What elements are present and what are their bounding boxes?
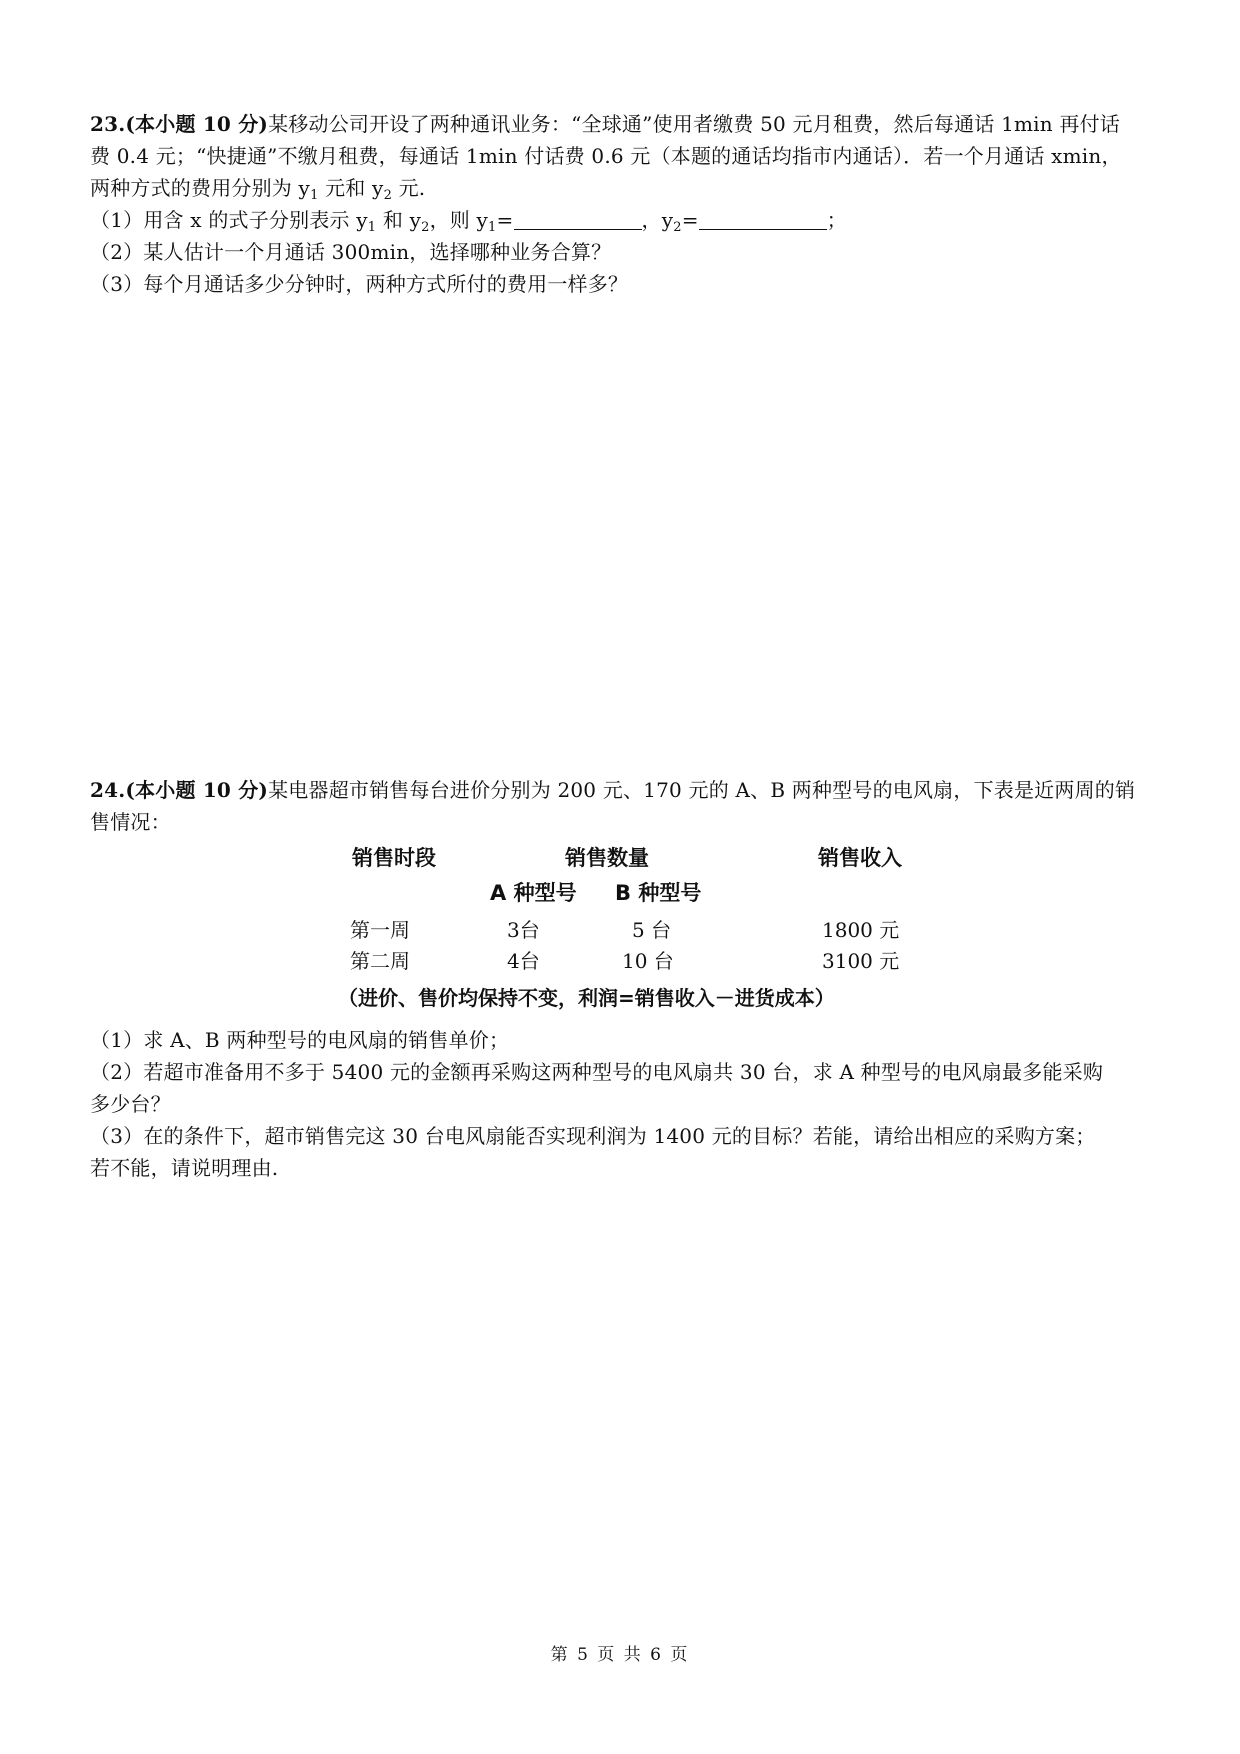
q23-line-1: 23.(本小题 10 分)某移动公司开设了两种通讯业务：“全球通”使用者缴费 50 元月租费，然后每通话 1min 再付话 [90,112,1120,136]
row1-type-b: 5 台 [632,918,672,942]
q24-part-3a: （3）在的条件下，超市销售完这 30 台电风扇能否实现利润为 1400 元的目标？若能，请给出相应的采购方案； [90,1124,1096,1148]
q24-part-1: （1）求 A、B 两种型号的电风扇的销售单价； [90,1028,510,1052]
answer-blank-y1[interactable] [514,209,642,230]
header-sales-income: 销售收入 [818,846,902,870]
q24-part-2b: 多少台？ [90,1092,171,1116]
sales-table [300,842,940,1022]
row1-period: 第一周 [350,918,410,942]
q24-part-3b: 若不能，请说明理由. [90,1156,279,1180]
q24-line-2: 售情况： [90,810,171,834]
q23-part-2: （2）某人估计一个月通话 300min，选择哪种业务合算？ [90,240,612,264]
header-type-a: A 种型号 [490,881,577,905]
q24-line-1: 24.(本小题 10 分)某电器超市销售每台进价分别为 200 元、170 元的 A、B 两种型号的电风扇，下表是近两周的销 [90,778,1136,802]
row2-type-a: 4台 [507,949,540,973]
page-footer: 第 5 页 共 6 页 [550,1645,690,1665]
row2-period: 第二周 [350,949,410,973]
header-type-b: B 种型号 [615,881,702,905]
question-24-parts [90,1024,1150,1184]
header-sales-period: 销售时段 [352,846,436,870]
row2-income: 3100 元 [822,949,900,973]
header-sales-quantity: 销售数量 [565,846,649,870]
question-23 [90,108,1150,300]
question-24 [90,774,1150,838]
q23-heading: 23.(本小题 10 分) [90,112,269,136]
table-note: （进价、售价均保持不变，利润=销售收入－进货成本） [338,986,835,1010]
q23-part-3: （3）每个月通话多少分钟时，两种方式所付的费用一样多？ [90,272,629,296]
row1-type-a: 3台 [507,918,540,942]
q24-part-2a: （2）若超市准备用不多于 5400 元的金额再采购这两种型号的电风扇共 30 台，求 A 种型号的电风扇最多能采购 [90,1060,1104,1084]
row2-type-b: 10 台 [622,949,674,973]
q23-line-2: 费 0.4 元；“快捷通”不缴月租费，每通话 1min 付话费 0.6 元（本题的通话均指市内通话）．若一个月通话 xmin， [90,144,1122,168]
q23-line-3: 两种方式的费用分别为 $y_1$ 元和 $y_2$ 元. [90,176,426,203]
row1-income: 1800 元 [822,918,900,942]
q23-part-1: （1）用含 x 的式子分别表示 $y_1$ 和 $y_2$，则 $y_1=$ ，$y_2=$ ； [90,208,847,235]
answer-blank-y2[interactable] [699,209,827,230]
q24-heading: 24.(本小题 10 分) [90,778,269,802]
